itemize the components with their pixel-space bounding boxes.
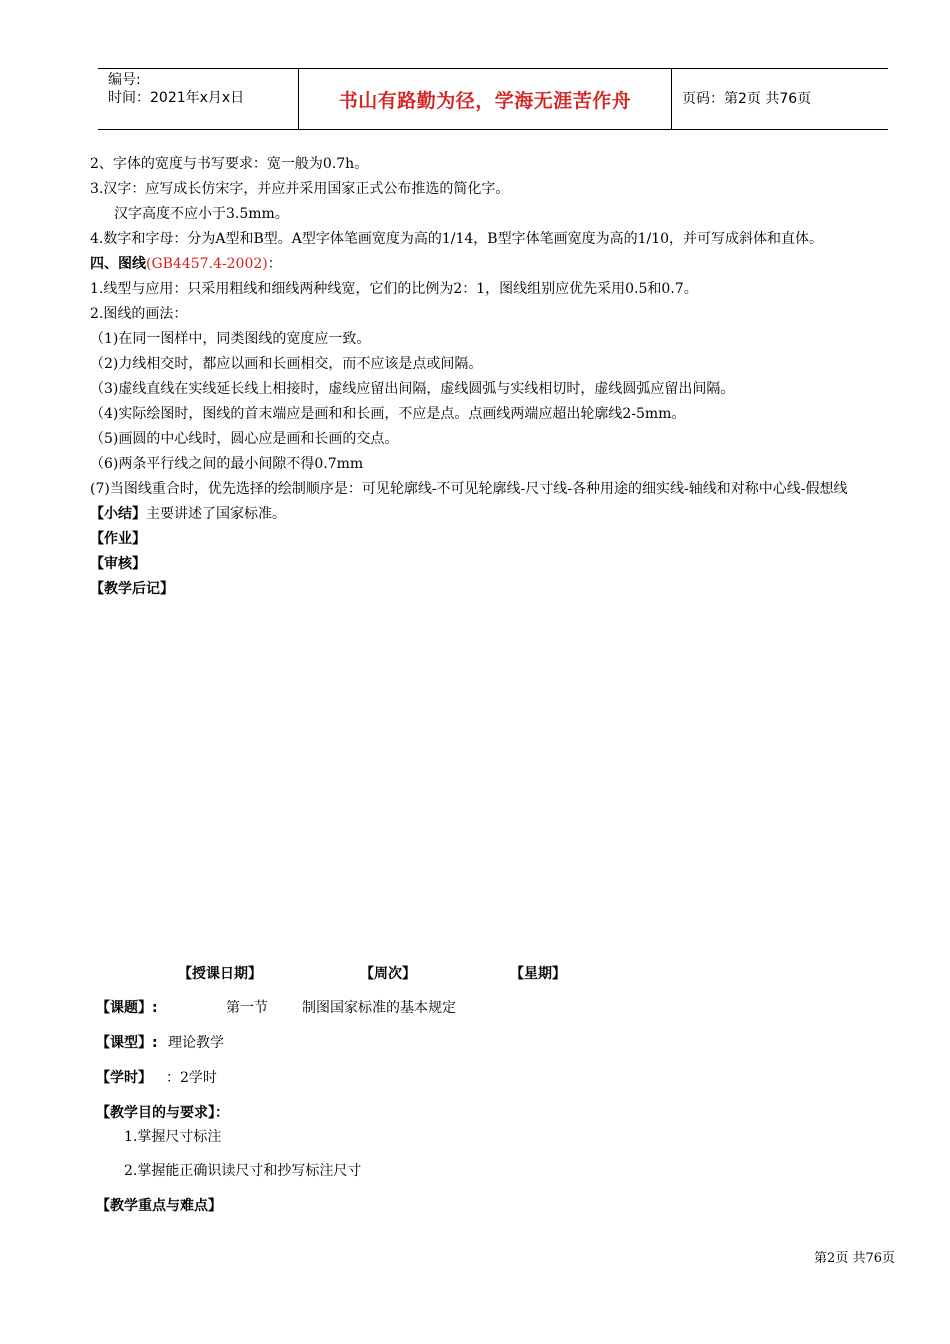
paragraph: （2)力线相交时，都应以画和长画相交，而不应该是点或间隔。 <box>90 356 483 372</box>
paragraph: (7)当图线重合时，优先选择的绘制顺序是：可见轮廓线-不可见轮廓线-尺寸线-各种用途的细实线-轴线和对称中心线-假想线 <box>90 481 848 497</box>
summary-label: 【小结】 <box>90 506 146 522</box>
header-page-cell <box>672 69 888 129</box>
document-body <box>90 152 900 602</box>
summary-text: 主要讲述了国家标准。 <box>146 506 286 522</box>
header-motto-cell <box>299 69 672 129</box>
key-points-label: 【教学重点与难点】 <box>96 1198 222 1214</box>
paragraph: （6)两条平行线之间的最小间隙不得0.7mm <box>90 456 364 472</box>
hours-value: ：2学时 <box>166 1070 217 1086</box>
type-value: 理论教学 <box>168 1035 224 1051</box>
paragraph: 3.汉字：应写成长仿宋字，并应并采用国家正式公布推选的简化字。 <box>90 181 510 197</box>
paragraph: （3)虚线直线在实线延长线上相接时，虚线应留出间隔，虚线圆弧与实线相切时，虚线圆弧应留出间隔。 <box>90 381 735 397</box>
motto: 书山有路勤为径，学海无涯苦作舟 <box>338 90 632 112</box>
topic-label: 【课题】: <box>96 1000 158 1016</box>
section-colon: ： <box>267 256 282 272</box>
postscript-label: 【教学后记】 <box>90 581 174 597</box>
week-label: 【周次】 <box>360 966 416 982</box>
paragraph: 2、字体的宽度与书写要求：宽一般为0.7h。 <box>90 156 369 172</box>
paragraph: 汉字高度不应小于3.5mm。 <box>114 206 289 222</box>
type-label: 【课型】: <box>96 1035 158 1051</box>
page-header <box>98 68 888 130</box>
topic-section: 第一节 <box>226 1000 268 1016</box>
header-page-number: 页码：第2页 共76页 <box>682 91 812 107</box>
date-label: 【授课日期】 <box>178 966 262 982</box>
goal-item: 1.掌握尺寸标注 <box>124 1129 222 1145</box>
weekday-label: 【星期】 <box>510 966 566 982</box>
footer-page-number: 第2页 共76页 <box>814 1251 895 1266</box>
header-info-cell <box>98 69 299 129</box>
summary-line <box>90 502 900 527</box>
section-heading <box>90 252 900 277</box>
paragraph: 2.图线的画法： <box>90 306 188 322</box>
standard-reference: (GB4457.4-2002) <box>146 256 268 272</box>
hours-label: 【学时】 <box>96 1070 152 1086</box>
goals-label: 【教学目的与要求】： <box>96 1105 229 1121</box>
homework-label: 【作业】 <box>90 531 146 547</box>
number-label: 编号: <box>108 72 141 88</box>
section-title: 四、图线 <box>90 256 146 272</box>
time-label: 时间：2021年x月x日 <box>108 90 245 106</box>
topic-title: 制图国家标准的基本规定 <box>302 1000 456 1016</box>
paragraph: （4)实际绘图时，图线的首末端应是画和和长画，不应是点。点画线两端应超出轮廓线2-5mm。 <box>90 406 686 422</box>
review-label: 【审核】 <box>90 556 146 572</box>
goal-item: 2.掌握能正确识读尺寸和抄写标注尺寸 <box>124 1163 362 1179</box>
paragraph: 4.数字和字母：分为A型和B型。A型字体笔画宽度为高的1/14，B型字体笔画宽度为高的1/10，并可写成斜体和直体。 <box>90 231 824 247</box>
paragraph: （5)画圆的中心线时，圆心应是画和长画的交点。 <box>90 431 399 447</box>
paragraph: （1)在同一图样中，同类图线的宽度应一致。 <box>90 331 371 347</box>
paragraph: 1.线型与应用：只采用粗线和细线两种线宽，它们的比例为2：1，图线组别应优先采用0.5和0.7。 <box>90 281 698 297</box>
